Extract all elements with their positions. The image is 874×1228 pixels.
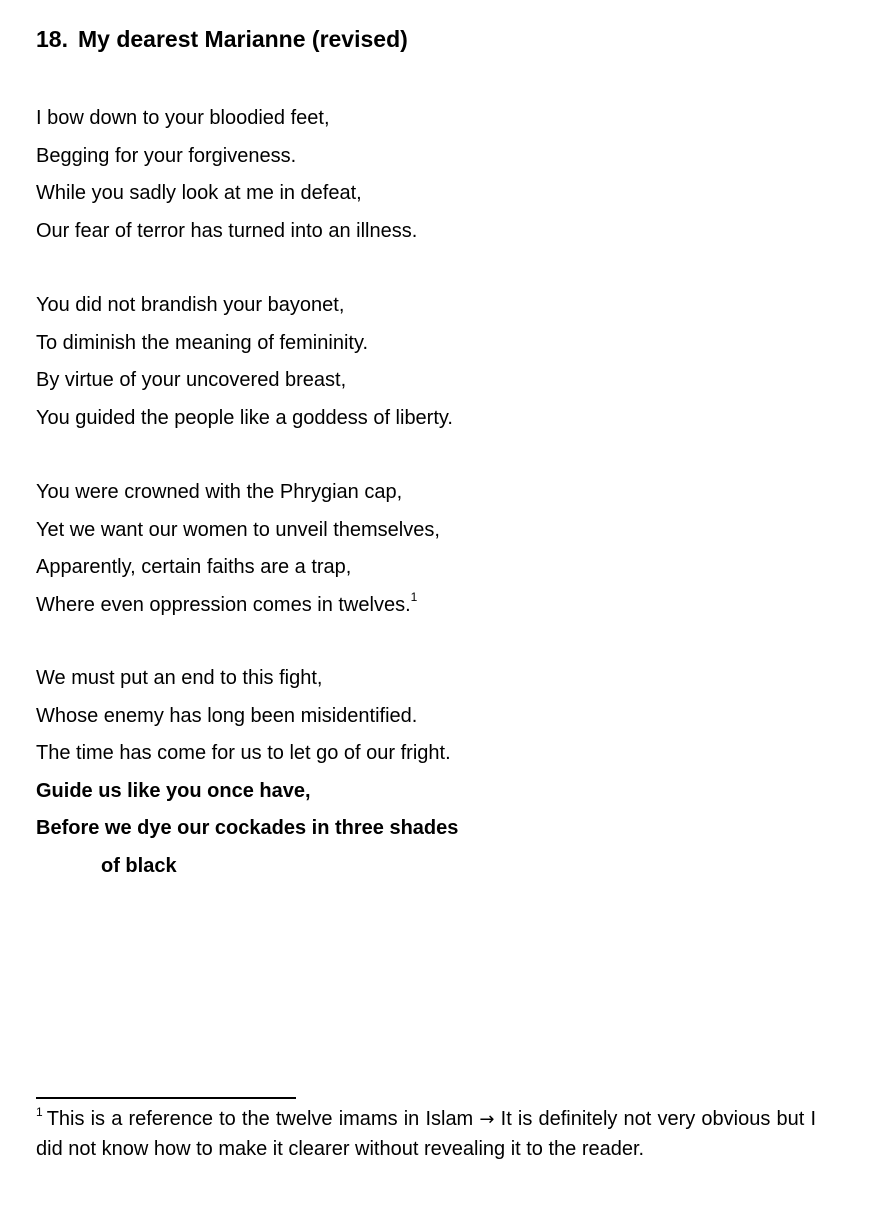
poem-line-with-footnote bbox=[36, 587, 440, 625]
poem-line: Yet we want our women to unveil themselves, bbox=[36, 518, 440, 541]
footnote bbox=[36, 1105, 816, 1164]
poem-line: The time has come for us to let go of our fright. bbox=[36, 742, 451, 764]
footnote-marker: 1 bbox=[36, 1105, 43, 1120]
arrow-right-icon: → bbox=[479, 1109, 495, 1130]
poem-line: While you sadly look at me in defeat, bbox=[36, 182, 362, 204]
poem-line: You were crowned with the Phrygian cap, bbox=[36, 481, 403, 503]
poem-line: You guided the people like a goddess of liberty. bbox=[36, 406, 453, 429]
poem-line: Whose enemy has long been misidentified. bbox=[36, 704, 418, 727]
poem-line: I bow down to your bloodied feet, bbox=[36, 107, 330, 129]
footnote-reference[interactable]: 1 bbox=[410, 589, 418, 604]
footnote-text-after: It is definitely not very obvious but I did not know how to make it clearer without revealing it to the reader. bbox=[36, 1108, 817, 1160]
poem-line: Apparently, certain faiths are a trap, bbox=[36, 556, 352, 578]
poem-line: By virtue of your uncovered breast, bbox=[36, 369, 347, 391]
footnote-text-before: This is a reference to the twelve imams in Islam bbox=[46, 1108, 474, 1130]
stanza-1 bbox=[36, 100, 417, 250]
poem-line: We must put an end to this fight, bbox=[36, 667, 323, 689]
poem-line-bold: Before we dye our cockades in three shades bbox=[36, 817, 459, 839]
poem-number: 18. bbox=[36, 26, 68, 52]
poem-line-text: Where even oppression comes in twelves. bbox=[36, 593, 411, 616]
poem-line-bold-continued: of black bbox=[101, 854, 177, 877]
poem-title bbox=[36, 25, 408, 53]
poem-line: To diminish the meaning of femininity. bbox=[36, 331, 369, 354]
stanza-3 bbox=[36, 474, 440, 624]
poem-line: You did not brandish your bayonet, bbox=[36, 294, 345, 316]
stanza-2 bbox=[36, 287, 453, 437]
poem-line-bold: Guide us like you once have, bbox=[36, 779, 311, 802]
stanza-4 bbox=[36, 660, 458, 885]
poem-title-text: My dearest Marianne (revised) bbox=[77, 26, 408, 52]
footnote-separator bbox=[36, 1097, 296, 1099]
poem-line: Begging for your forgiveness. bbox=[36, 144, 297, 167]
poem-line: Our fear of terror has turned into an illness. bbox=[36, 219, 418, 242]
